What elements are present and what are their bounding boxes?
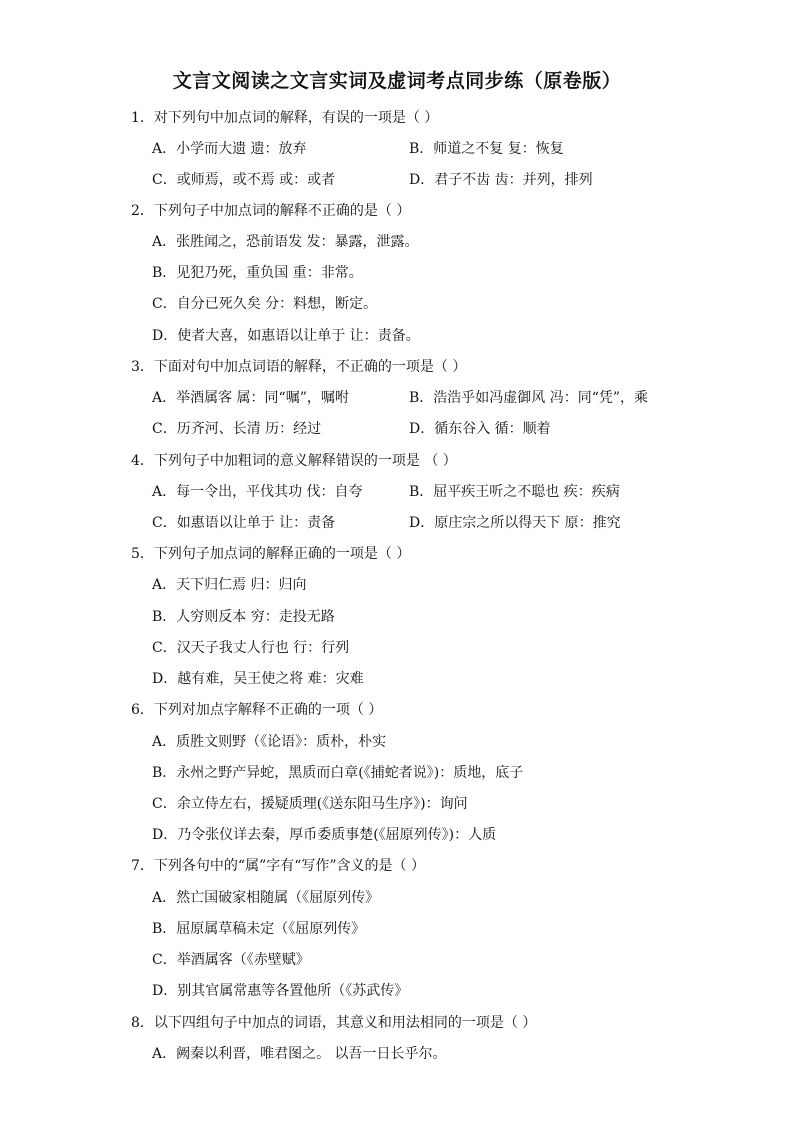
option: C．余立侍左右，援疑质理(《送东阳马生序》)：询问: [152, 796, 468, 812]
question-stem: 5．下列句子加点词的解释正确的一项是（ ）: [131, 546, 411, 562]
page-title: 文言文阅读之文言实词及虚词考点同步练（原卷版）: [172, 70, 622, 92]
option: D．乃令张仪详去秦，厚币委质事楚(《屈原列传》)：人质: [152, 827, 497, 843]
option: C．自分已死久矣 分：料想，断定。: [152, 296, 378, 312]
option: B．屈平疾王听之不聪也 疾：疾病: [409, 484, 620, 500]
option: C．历齐河、长清 历：经过: [152, 421, 322, 437]
option: D．原庄宗之所以得天下 原：推究: [409, 515, 621, 531]
option: C．举酒属客（《赤壁赋》: [152, 952, 310, 968]
option: D．使者大喜，如惠语以让单于 让：责备。: [152, 328, 420, 344]
option: B．人穷则反本 穷：走投无路: [152, 609, 335, 625]
question-stem: 8．以下四组句子中加点的词语，其意义和用法相同的一项是（ ）: [131, 1015, 537, 1031]
option: A．小学而大遗 遗：放弃: [152, 141, 307, 157]
option: A．阙秦以利晋，唯君图之。 以吾一日长乎尔。: [152, 1046, 447, 1062]
question-stem: 3．下面对句中加点词语的解释，不正确的一项是（ ）: [131, 359, 467, 375]
question-stem: 1．对下列句中加点词的解释，有误的一项是（ ）: [131, 110, 439, 126]
option: D．君子不齿 齿：并列，排列: [409, 172, 593, 188]
option: B．师道之不复 复：恢复: [409, 141, 564, 157]
option: A．张胜闻之，恐前语发 发：暴露，泄露。: [152, 234, 419, 250]
question-stem: 7．下列各句中的“属”字有“写作”含义的是（ ）: [131, 858, 425, 874]
question-stem: 2．下列句子中加点词的解释不正确的是（ ）: [131, 203, 411, 219]
option: B．永州之野产异蛇，黑质而白章(《捕蛇者说》)：质地，底子: [152, 765, 524, 781]
option: D．越有难，吴王使之将 难：灾难: [152, 671, 364, 687]
option: D．循东谷入 循：顺着: [409, 421, 551, 437]
option: B．屈原属草稿未定（《屈原列传》: [152, 921, 366, 937]
option: B．见犯乃死，重负国 重：非常。: [152, 265, 363, 281]
option: B．浩浩乎如冯虚御风 冯：同“凭”，乘: [409, 390, 649, 406]
option: A．然亡国破家相随属（《屈原列传》: [152, 890, 380, 906]
option: D．别其官属常惠等各置他所（《苏武传》: [152, 983, 409, 999]
option: A．天下归仁焉 归：归向: [152, 577, 307, 593]
option: A．举酒属客 属：同“嘱”，嘱咐: [152, 390, 349, 406]
option: A．每一令出，平伐其功 伐：自夸: [152, 484, 363, 500]
option: C．汉天子我丈人行也 行：行列: [152, 640, 350, 656]
option: C．或师焉，或不焉 或：或者: [152, 172, 336, 188]
option: A．质胜文则野（《论语》：质朴，朴实: [152, 734, 387, 750]
option: C．如惠语以让单于 让：责备: [152, 515, 336, 531]
question-stem: 4．下列句子中加粗词的意义解释错误的一项是 （ ）: [131, 453, 457, 469]
question-stem: 6．下列对加点字解释不正确的一项（ ）: [131, 702, 383, 718]
